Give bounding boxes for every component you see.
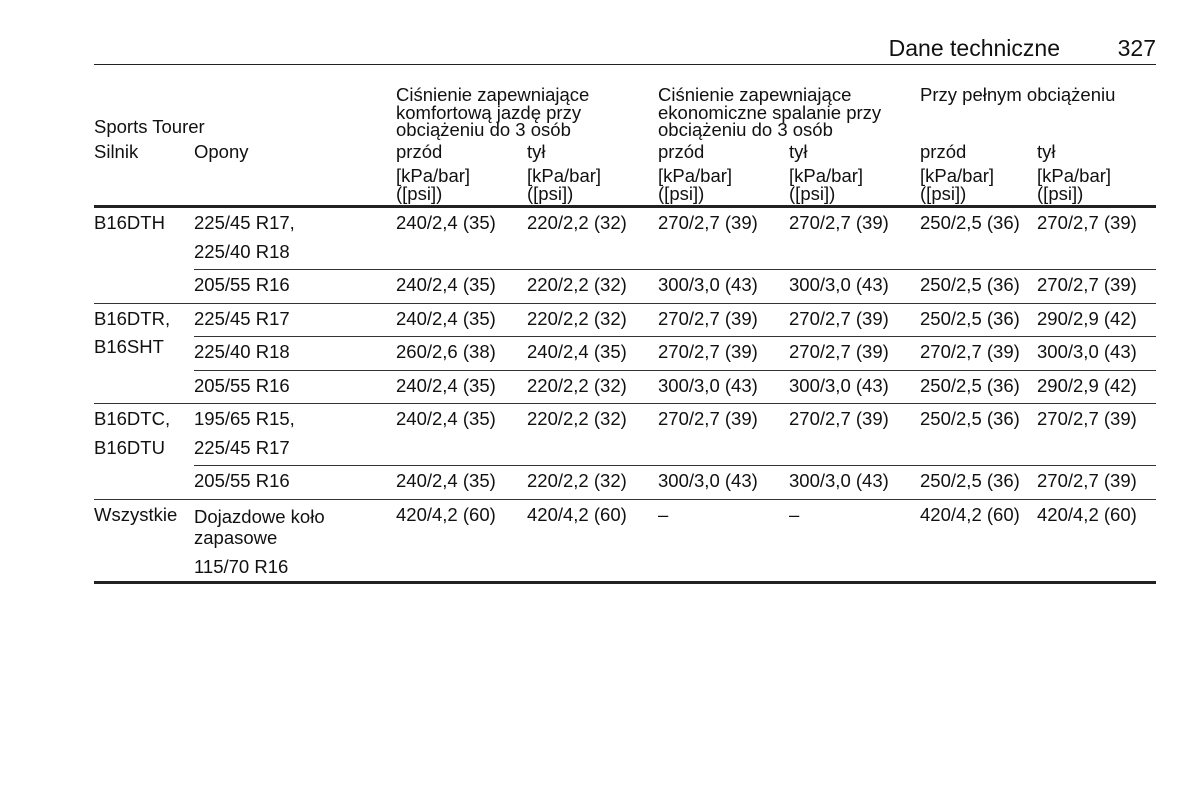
value-cell: 300/3,0 (43) — [658, 270, 789, 304]
value-cell: – — [658, 499, 789, 582]
table-row — [94, 466, 1156, 500]
value-cell: 270/2,7 (39) — [658, 212, 758, 234]
value-cell: 240/2,4 (35) — [396, 404, 527, 466]
col-rear: tył — [527, 140, 546, 162]
col-front: przód — [396, 140, 443, 162]
group-economy: Ciśnienie zapewniające ekonomiczne spalanie przy obciążeniu do 3 osób — [658, 84, 882, 141]
value-cell: 270/2,7 (39) — [658, 303, 789, 337]
col-tires: Opony — [194, 140, 249, 162]
value-cell: 300/3,0 (43) — [789, 370, 920, 404]
tires-cell: 205/55 R16 — [194, 466, 396, 500]
value-cell: 240/2,4 (35) — [396, 270, 527, 304]
value-cell: 270/2,7 (39) — [1037, 466, 1156, 500]
value-cell: 220/2,2 (32) — [527, 466, 658, 500]
tires-cell: Dojazdowe koło zapasowe 115/70 R16 — [194, 499, 396, 582]
value-cell: 270/2,7 (39) — [789, 303, 920, 337]
table-row — [94, 303, 1156, 337]
unit-label: [kPa/bar] ([psi]) — [920, 165, 995, 204]
value-cell: 270/2,7 (39) — [658, 404, 789, 466]
group-full-load: Przy pełnym obciążeniu — [920, 84, 1116, 105]
unit-label: [kPa/bar] ([psi]) — [527, 165, 602, 204]
value-cell: 250/2,5 (36) — [920, 370, 1037, 404]
value-cell: 240/2,4 (35) — [396, 303, 527, 337]
tires-cell: 225/45 R17, 225/40 R18 — [194, 212, 295, 262]
value-cell: 220/2,2 (32) — [527, 303, 658, 337]
page-header — [94, 34, 1156, 65]
value-cell: 240/2,4 (35) — [396, 370, 527, 404]
value-cell: 420/4,2 (60) — [920, 499, 1037, 582]
value-cell: 270/2,7 (39) — [1037, 404, 1156, 466]
value-cell: 220/2,2 (32) — [527, 212, 627, 234]
value-cell: 300/3,0 (43) — [1037, 337, 1156, 371]
table-row — [94, 337, 1156, 371]
value-cell: 220/2,2 (32) — [527, 404, 658, 466]
col-front: przód — [920, 140, 967, 162]
value-cell: 420/4,2 (60) — [396, 499, 527, 582]
value-cell: – — [789, 499, 920, 582]
tires-cell: 225/40 R18 — [194, 337, 396, 371]
value-cell: 260/2,6 (38) — [396, 337, 527, 371]
value-cell: 270/2,7 (39) — [1037, 270, 1156, 304]
engine-cell: Wszystkie — [94, 499, 194, 582]
col-front: przód — [658, 140, 705, 162]
header-group-row — [94, 86, 1156, 143]
value-cell: 250/2,5 (36) — [920, 404, 1037, 466]
table-row — [94, 370, 1156, 404]
value-cell: 220/2,2 (32) — [527, 370, 658, 404]
value-cell: 250/2,5 (36) — [920, 270, 1037, 304]
engine-cell: B16DTC, B16DTU — [94, 404, 194, 500]
value-cell: 420/4,2 (60) — [1037, 499, 1156, 582]
unit-label: [kPa/bar] ([psi]) — [658, 165, 733, 204]
value-cell: 290/2,9 (42) — [1037, 303, 1156, 337]
unit-label: [kPa/bar] ([psi]) — [1037, 165, 1112, 204]
col-rear: tył — [789, 140, 808, 162]
tires-cell: 225/45 R17 — [194, 303, 396, 337]
value-cell: 240/2,4 (35) — [527, 337, 658, 371]
unit-label: [kPa/bar] ([psi]) — [789, 165, 864, 204]
value-cell: 250/2,5 (36) — [920, 303, 1037, 337]
value-cell: 270/2,7 (39) — [789, 337, 920, 371]
value-cell: 240/2,4 (35) — [396, 466, 527, 500]
engine-cell: B16DTH — [94, 212, 165, 234]
table-row — [94, 270, 1156, 304]
engine-cell: B16DTR, B16SHT — [94, 303, 194, 404]
unit-label: [kPa/bar] ([psi]) — [396, 165, 471, 204]
value-cell: 420/4,2 (60) — [527, 499, 658, 582]
model-label: Sports Tourer — [94, 116, 205, 138]
value-cell: 270/2,7 (39) — [658, 337, 789, 371]
value-cell: 290/2,9 (42) — [1037, 370, 1156, 404]
value-cell: 220/2,2 (32) — [527, 270, 658, 304]
tire-pressure-table — [94, 86, 1156, 584]
value-cell: 270/2,7 (39) — [789, 212, 889, 234]
value-cell: 270/2,7 (39) — [1037, 212, 1137, 234]
tires-cell: 205/55 R16 — [194, 270, 396, 304]
table-row — [94, 404, 1156, 466]
tires-cell: 195/65 R15, 225/45 R17 — [194, 404, 396, 466]
value-cell: 300/3,0 (43) — [658, 466, 789, 500]
group-comfort: Ciśnienie zapewniające komfortową jazdę przy obciążeniu do 3 osób — [396, 84, 590, 141]
tires-cell: 205/55 R16 — [194, 370, 396, 404]
value-cell: 270/2,7 (39) — [789, 404, 920, 466]
value-cell: 300/3,0 (43) — [658, 370, 789, 404]
table-row — [94, 207, 1156, 270]
value-cell: 250/2,5 (36) — [920, 212, 1020, 234]
table-row — [94, 499, 1156, 582]
col-rear: tył — [1037, 140, 1056, 162]
value-cell: 300/3,0 (43) — [789, 270, 920, 304]
value-cell: 250/2,5 (36) — [920, 466, 1037, 500]
header-units-row — [94, 167, 1156, 207]
header-columns-row — [94, 143, 1156, 168]
value-cell: 270/2,7 (39) — [920, 337, 1037, 371]
value-cell: 240/2,4 (35) — [396, 212, 496, 234]
page-number: 327 — [1117, 35, 1156, 61]
section-title: Dane techniczne — [888, 35, 1060, 61]
value-cell: 300/3,0 (43) — [789, 466, 920, 500]
col-engine: Silnik — [94, 140, 139, 162]
